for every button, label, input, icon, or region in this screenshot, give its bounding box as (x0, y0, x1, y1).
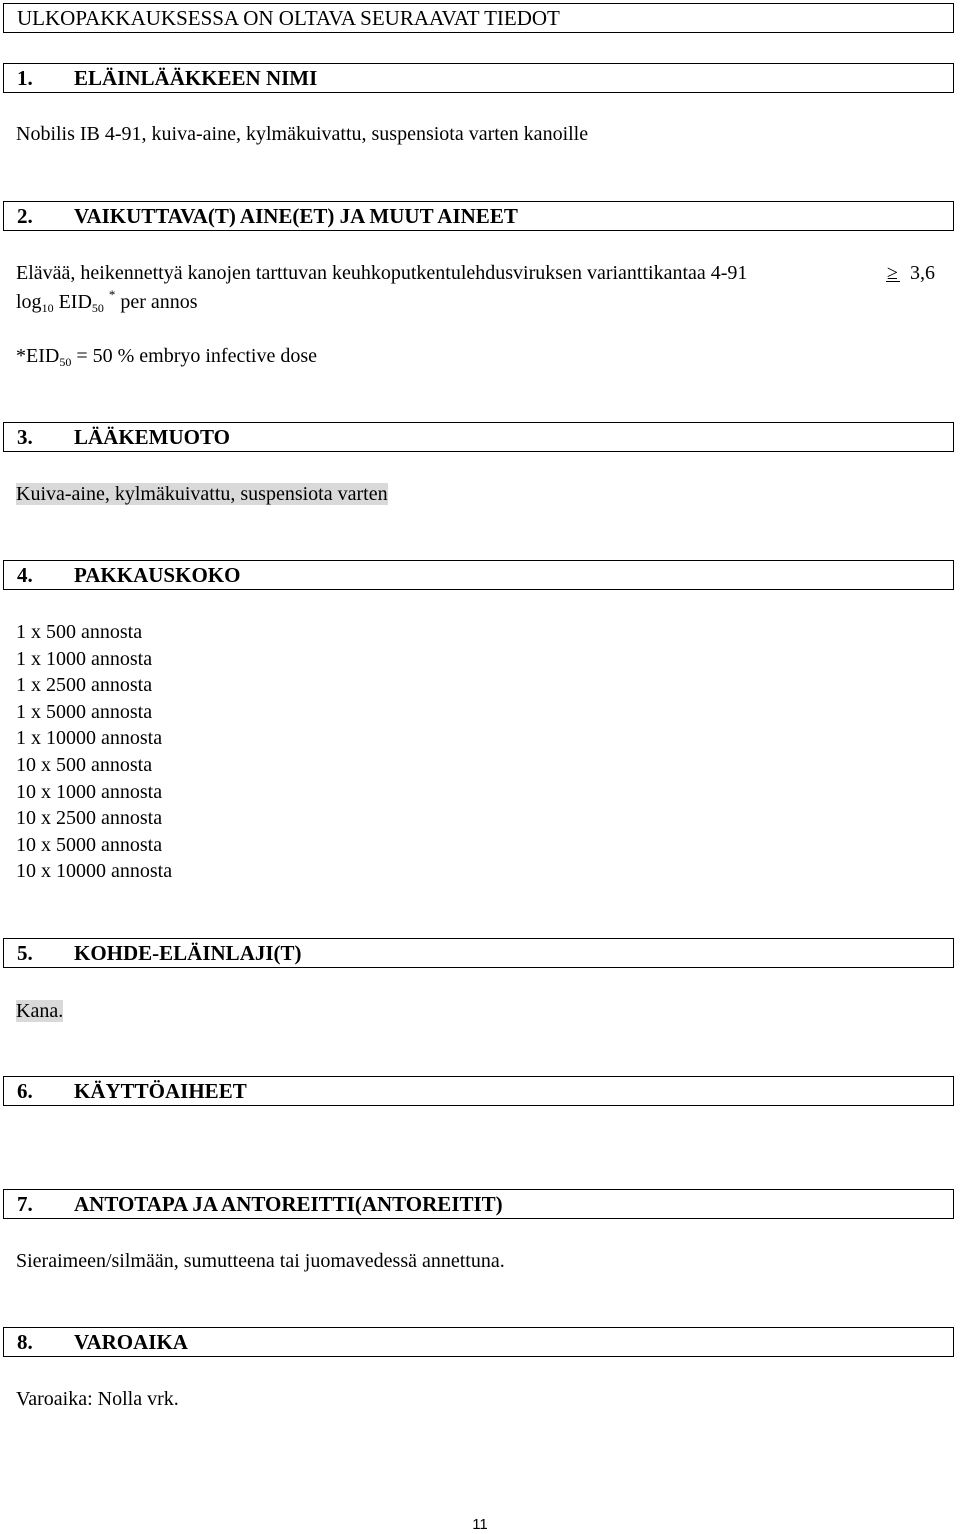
section-number: 1. (17, 66, 33, 90)
per-annos-text: per annos (120, 291, 198, 313)
log-subscript: 10 (41, 301, 54, 315)
list-item: 10 x 2500 annosta (16, 807, 163, 830)
section-2-heading (3, 201, 954, 231)
list-item: 10 x 1000 annosta (16, 780, 163, 803)
section-3-text (16, 481, 388, 507)
log-text: log (16, 291, 42, 313)
highlighted-text: Kuiva-aine, kylmäkuivattu, suspensiota varten (16, 483, 388, 505)
greater-equal-symbol: ≥ (886, 264, 900, 282)
note-subscript: 50 (59, 355, 72, 369)
section-5-heading (3, 938, 954, 968)
section-number: 4. (17, 563, 33, 587)
section-title: ELÄINLÄÄKKEEN NIMI (74, 66, 318, 90)
list-item: 10 x 500 annosta (16, 753, 153, 776)
list-item: 1 x 2500 annosta (16, 674, 153, 697)
list-item: 1 x 1000 annosta (16, 647, 153, 670)
eid-text: EID (58, 291, 92, 313)
note-prefix: *EID (16, 345, 60, 367)
section-2-note (16, 343, 317, 371)
section-title: KÄYTTÖAIHEET (74, 1079, 247, 1103)
section-7-heading (3, 1189, 954, 1219)
highlighted-text: Kana. (16, 1000, 64, 1022)
eid-subscript: 50 (91, 301, 104, 315)
list-item: 1 x 5000 annosta (16, 700, 153, 723)
section-number: 3. (17, 425, 33, 449)
section-number: 6. (17, 1079, 33, 1103)
footnote-star: * (108, 287, 116, 302)
section-2-value: 3,6 (910, 262, 935, 284)
page-number: 11 (472, 1516, 488, 1533)
section-8-text: Varoaika: Nolla vrk. (16, 1388, 179, 1410)
section-title: ANTOTAPA JA ANTOREITTI(ANTOREITIT) (74, 1192, 503, 1216)
section-4-heading (3, 560, 954, 590)
section-8-heading (3, 1327, 954, 1357)
section-title: VAROAIKA (74, 1330, 188, 1354)
section-number: 7. (17, 1192, 33, 1216)
list-item: 10 x 5000 annosta (16, 833, 163, 856)
section-7-text: Sieraimeen/silmään, sumutteena tai juomavedessä annettuna. (16, 1250, 505, 1272)
section-number: 5. (17, 941, 33, 965)
section-title: VAIKUTTAVA(T) AINE(ET) JA MUUT AINEET (74, 204, 518, 228)
section-6-heading (3, 1076, 954, 1106)
list-item: 1 x 10000 annosta (16, 727, 163, 750)
section-title: PAKKAUSKOKO (74, 563, 241, 587)
list-item: 10 x 10000 annosta (16, 860, 173, 883)
section-2-line2 (16, 289, 198, 317)
header-title: ULKOPAKKAUKSESSA ON OLTAVA SEURAAVAT TIEDOT (17, 6, 560, 30)
section-number: 8. (17, 1330, 33, 1354)
section-5-text (16, 998, 63, 1024)
section-title: KOHDE-ELÄINLAJI(T) (74, 941, 302, 965)
section-number: 2. (17, 204, 33, 228)
document-header (3, 3, 954, 33)
section-1-heading (3, 63, 954, 93)
pack-size-list (16, 619, 172, 885)
section-2-line1: Elävää, heikennettyä kanojen tarttuvan keuhkoputkentulehdusviruksen varianttikantaa 4-91 (16, 262, 748, 284)
section-3-heading (3, 422, 954, 452)
section-1-text: Nobilis IB 4-91, kuiva-aine, kylmäkuivattu, suspensiota varten kanoille (16, 123, 589, 145)
section-title: LÄÄKEMUOTO (74, 425, 230, 449)
list-item: 1 x 500 annosta (16, 621, 143, 643)
note-rest: = 50 % embryo infective dose (76, 345, 317, 367)
